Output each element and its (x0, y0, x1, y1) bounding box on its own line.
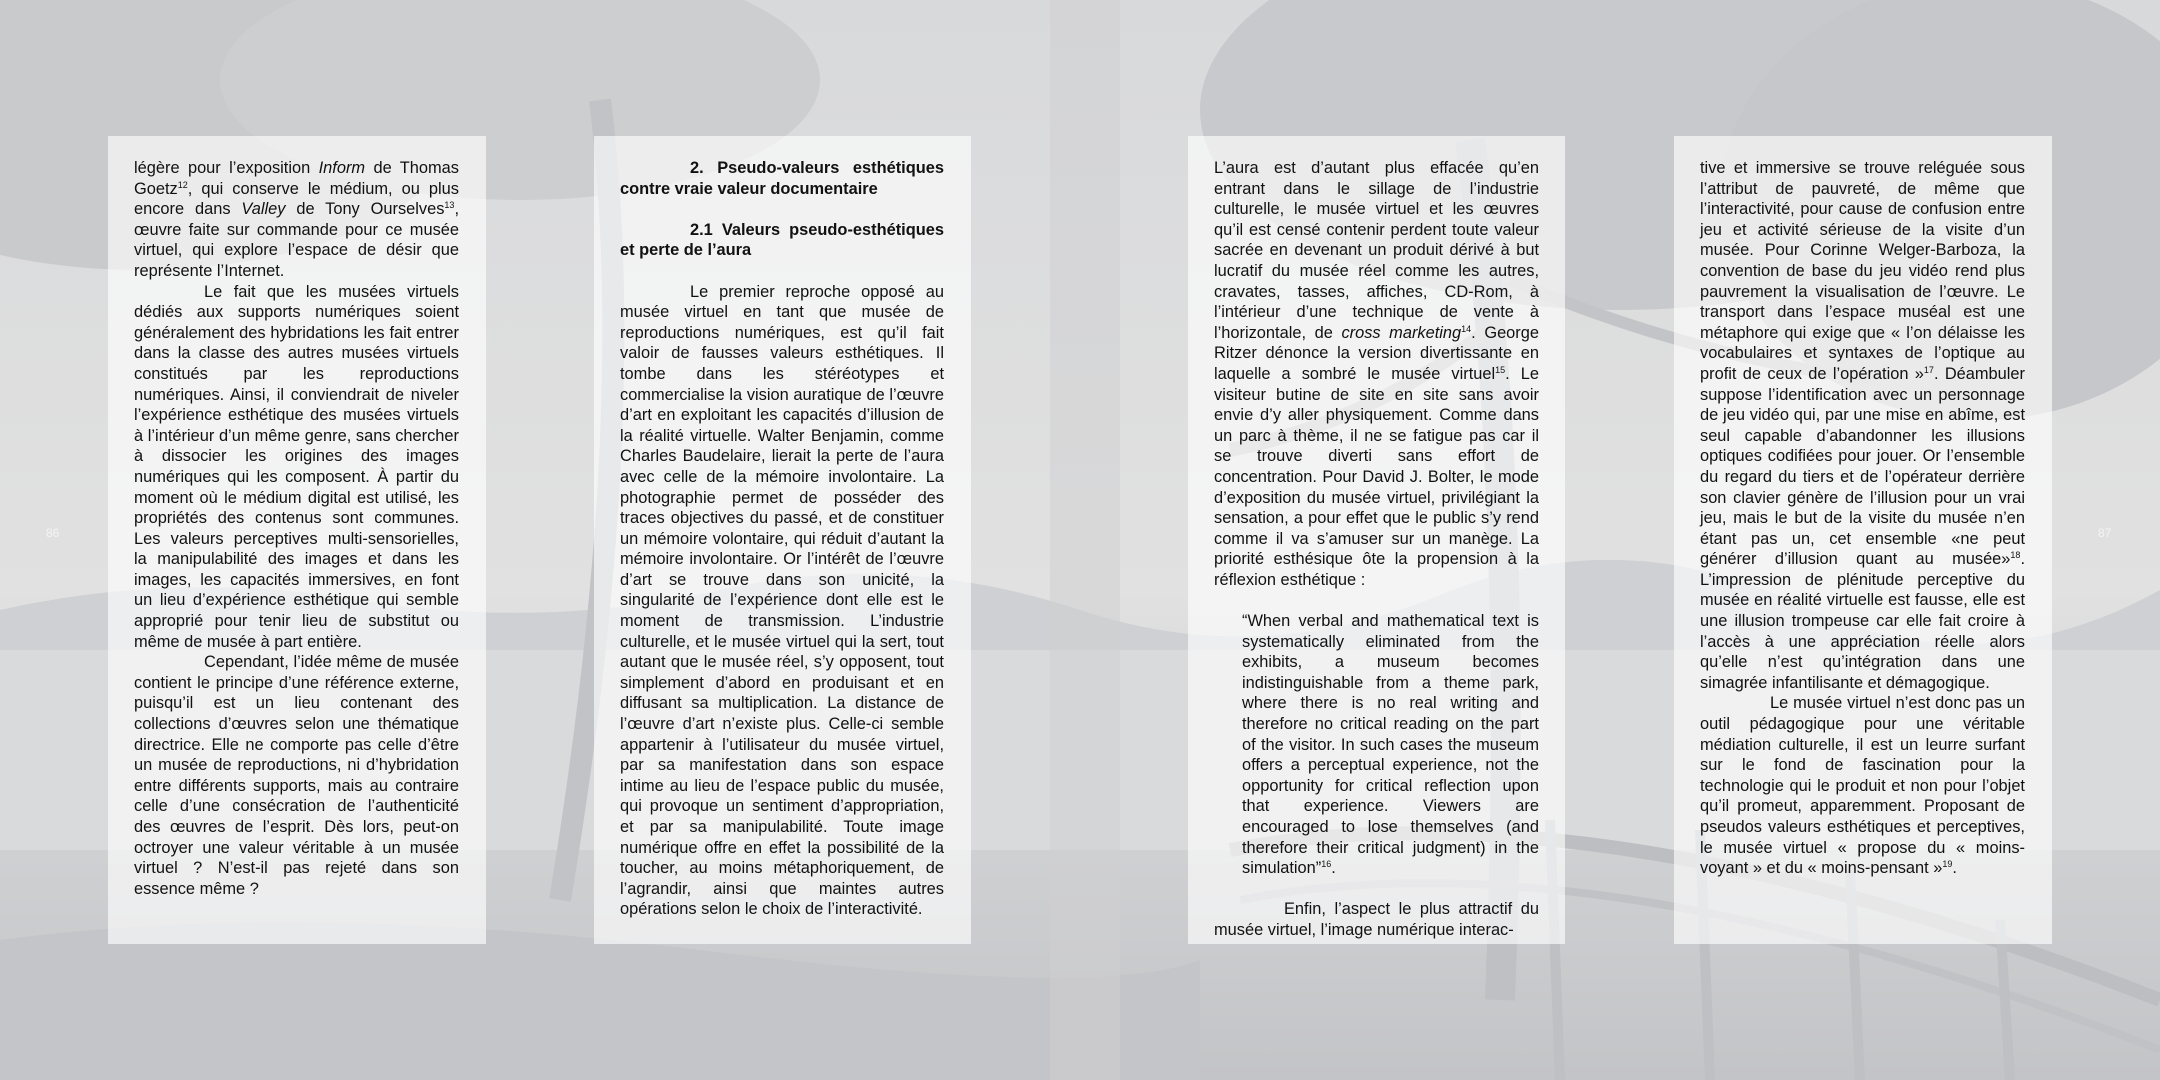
paragraph: Le musée virtuel n’est donc pas un outil pédagogique pour une véritable médiation culturelle, il est un leurre surfant sur le fond de fascination pour la technologie qui le produit et non pour l’objet qu’il promeut, apparemment. Proposant de pseudos valeurs esthétiques et perceptives, le musée virtuel « propose du « moins-voyant » et du « moins-pensant »$^{19}$. (1700, 694, 2025, 878)
paragraph: Le premier reproche opposé au musée virtuel en tant que musée de reproductions numériques, est qu’il fait valoir de fausses valeurs esthétiques. Il tombe dans les stéréotypes et commercialise la vision auratique de l’œuvre d’art en exploitant les capacités d’illusion de la réalité virtuelle. Walter Benjamin, comme Charles Baudelaire, lierait la perte de l’aura avec celle de la mémoire involontaire. La photographie permet de posséder des traces objectives du passé, et de constituer un mémoire volontaire, qui réduit d’autant la mémoire involontaire. Or l’intérêt de l’œuvre d’art se trouve dans son unicité, la singularité de l’expérience dont elle est le moment de transmission. L’industrie culturelle, et le musée virtuel qui la sert, tout autant que le musée réel, s’y opposent, tout simplement d’abord en produisant et en diffusant sa multiplication. La distance de l’œuvre d’art n’existe plus. Celle-ci semble appartenir à l’utilisateur du musée virtuel, par sa manifestation dans son espace intime au lieu de l’espace public du musée, qui provoque un sentiment d’appropriation, et par sa manipulabilité. Toute image numérique offre en effet la possibilité de la toucher, au moins métaphoriquement, de l’agrandir, ainsi que maintes autres opérations selon le choix de l’interactivité. (620, 282, 944, 919)
term-cross-marketing: cross marketing (1341, 323, 1462, 342)
paragraph: L’aura est d’autant plus effacée qu’en entrant dans le sillage de l’industrie culturelle, le musée virtuel et les œuvres qu’il est censé contenir perdent toute valeur sacrée en devenant un produit dérivé à but lucratif du musée réel comme les autres, cravates, tasses, affiches, CD-Rom, à l’intérieur d’une technique de vente à l’horizontale, de cross marketing$^{14}$. George Ritzer dénonce la version divertissante en laquelle a sombré le musée virtuel$^{15}$. Le visiteur butine de site en site sans avoir envie d’y aller physiquement. Comme dans un parc à thème, il ne se fatigue pas car il se trouve diverti sans effort de concentration. Pour David J. Bolter, le mode d’exposition du musée virtuel, privilégiant la sensation, a pour effet que le public s’y rend comme il va s’amuser sur un manège. La priorité esthésique ôte la propension à la réflexion esthétique : (1214, 159, 1539, 589)
footnote-ref: 17 (1923, 364, 1934, 375)
text-column-4 (1700, 158, 2025, 879)
footnote-ref: 13 (444, 200, 455, 211)
paragraph: Cependant, l’idée même de musée contient le principe d’une référence externe, puisqu’il est un lieu contenant des collections d’œuvres selon une thématique directrice. Elle ne comporte pas celle d’être un musée de reproductions, ni d’hybridation entre différents supports, mais au contraire celle d’une consécration de l’authenticité des œuvres de l’esprit. Dès lors, peut-on octroyer une valeur véritable à un musée virtuel ? N’est-il pas rejeté dans son essence même ? (134, 653, 459, 898)
footnote-ref: 15 (1495, 364, 1506, 375)
section-heading: 2. Pseudo-valeurs esthétiques contre vraie valeur documentaire (620, 159, 944, 198)
paragraph: Le fait que les musées virtuels dédiés aux supports numériques soient généralement des hybridations les fait entrer dans la classe des autres musées virtuels constitués par les reproductions numériques. Ainsi, il conviendrait de niveler l’expérience esthétique des musées virtuels à l’intérieur d’un même genre, sans chercher à dissocier les origines des images numériques qui les composent. À partir du moment où le médium digital est utilisé, les propriétés des contenus sont communes. Les valeurs perceptives multi-sensorielles, la manipulabilité des images et dans les images, les capacités immersives, en font un lieu d’expérience esthétique qui semble approprié pour tenir lieu de substitut ou même de musée à part entière. (134, 282, 459, 651)
paragraph: légère pour l’exposition Inform de Thomas Goetz$^{12}$, qui conserve le médium, ou plus encore dans Valley de Tony Ourselves$^{13}$, œuvre faite sur commande pour ce musée virtuel, qui explore l’espace de désir que représente l’Internet. (134, 159, 459, 280)
footnote-ref: 18 (2010, 550, 2021, 561)
work-title-valley: Valley (241, 200, 286, 219)
footnote-ref: 12 (177, 179, 188, 190)
footnote-ref: 14 (1461, 323, 1472, 334)
paragraph: Enfin, l’aspect le plus attractif du musée virtuel, l’image numérique interac- (1214, 900, 1539, 939)
block-quote: “When verbal and mathematical text is systematically eliminated from the exhibits, a museum becomes indistinguishable from a theme park, where there is no real writing and therefore no critical reading on the part of the visitor. In such cases the museum offers a perceptual experience, not the opportunity for critical reflection upon that experience. Viewers are encouraged to lose themselves (and therefore their critical judgment) in the simulation”$^{16}$. (1242, 612, 1539, 878)
footnote-ref: 19 (1942, 859, 1953, 870)
text-column-2 (620, 158, 944, 920)
text-column-3 (1214, 158, 1539, 941)
page-number-right: 87 (2098, 526, 2112, 540)
page-number-left: 86 (46, 526, 60, 540)
subsection-heading: 2.1 Valeurs pseudo-esthétiques et perte de l’aura (620, 220, 944, 260)
text-column-1 (134, 158, 459, 899)
footnote-ref: 16 (1321, 859, 1332, 870)
work-title-inform: Inform (318, 159, 366, 177)
paragraph: tive et immersive se trouve reléguée sous l’attribut de pauvreté, de même que l’interactivité, pour cause de confusion entre jeu et activité sérieuse de la visite d’un musée. Pour Corinne Welger-Barboza, la convention de base du jeu vidéo rend plus pauvrement la visualisation de l’œuvre. Le transport dans l’espace muséal est une métaphore qui exige que « l’on délaisse les vocabulaires et syntaxes de l’optique au profit de ceux de l’opération »$^{17}$. Déambuler suppose l’identification avec un personnage de jeu vidéo qui, par une mise en abîme, est seul capable d’abandonner les illusions optiques codifiées pour jouer. Or l’ensemble du regard du tiers et de l’opérateur derrière son clavier génère de l’illusion pour un vrai jeu, mais le but de la visite du musée n’en étant pas un, cet ensemble «ne peut générer d’illusion quant au musée»$^{18}$. L’impression de plénitude perceptive du musée en réalité virtuelle est fausse, elle est une illusion trompeuse car elle fait croire à l’accès à une appréciation réelle alors qu’elle n’est qu’intégration dans une simagrée infantilisante et démagogique. (1700, 159, 2025, 692)
